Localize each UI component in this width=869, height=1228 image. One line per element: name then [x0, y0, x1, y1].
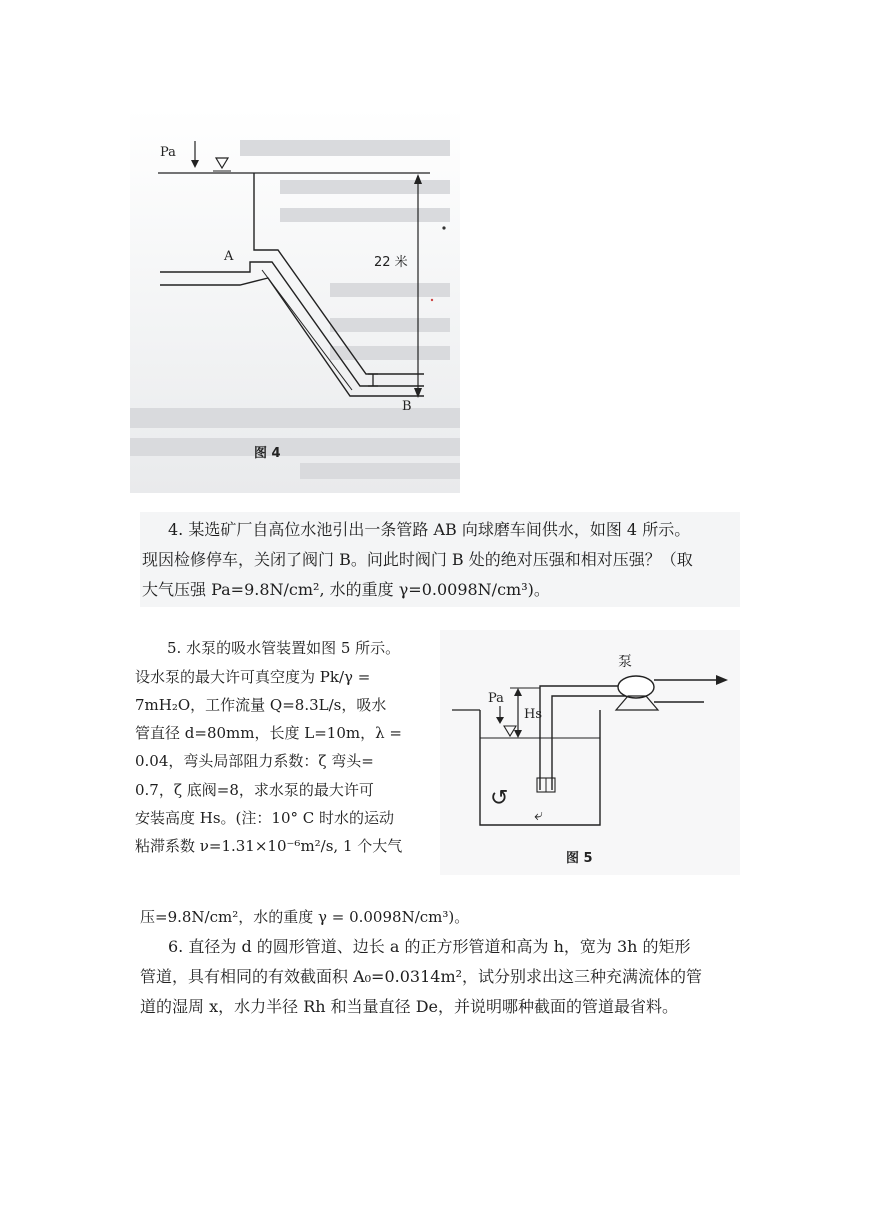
problem-4-line-1: 4. 某选矿厂自高位水池引出一条管路 AB 向球磨车间供水，如图 4 所示。: [168, 520, 691, 539]
problem-5: [133, 630, 438, 868]
figure-5: [440, 630, 740, 875]
figure-4: [130, 108, 460, 493]
figure-5-diagram: [440, 630, 740, 875]
pa-label: Pa: [160, 145, 176, 160]
problem-6-line-1: 6. 直径为 d 的圆形管道、边长 a 的正方形管道和高为 h，宽为 3h 的矩形: [168, 937, 691, 956]
pump-label: 泵: [618, 654, 632, 670]
problem-6-line-2: 管道，具有相同的有效截面积 A₀=0.0314m²，试分别求出这三种充满流体的管: [140, 967, 703, 986]
problem-5-line-6: 0.7，ζ 底阀=8，求水泵的最大许可: [135, 781, 374, 799]
problem-4: [140, 512, 740, 607]
problem-4-line-3: 大气压强 Pa=9.8N/cm², 水的重度 γ=0.0098N/cm³)。: [142, 580, 550, 599]
problem-5-line-7: 安装高度 Hs。(注：10° C 时水的运动: [135, 809, 395, 827]
problem-5-line-2: 设水泵的最大许可真空度为 Pk/γ =: [135, 668, 371, 686]
figure-4-diagram: [130, 108, 460, 493]
problem-5-line-5: 0.04，弯头局部阻力系数：ζ 弯头=: [135, 752, 374, 770]
figure-4-caption: 图 4: [254, 446, 281, 461]
point-b-label: B: [402, 399, 412, 414]
problem-5-continuation: 压=9.8N/cm²，水的重度 γ = 0.0098N/cm³)。: [140, 908, 470, 926]
problem-5-line-8: 粘滞系数 ν=1.31×10⁻⁶m²/s, 1 个大气: [135, 837, 403, 855]
point-a-label: A: [224, 249, 234, 264]
svg-text:⤶: ⤶: [534, 805, 543, 824]
problem-5-line-3: 7mH₂O，工作流量 Q=8.3L/s，吸水: [135, 696, 387, 714]
height-label: 22 米: [374, 255, 408, 270]
problem-6-section: [140, 905, 740, 1019]
problem-5-line-4: 管直径 d=80mm，长度 L=10m，λ =: [135, 724, 402, 742]
svg-text:↺: ↺: [490, 786, 509, 811]
hs-label: Hs: [524, 707, 543, 722]
pa-label-5: Pa: [488, 691, 504, 706]
problem-6-line-3: 道的湿周 x，水力半径 Rh 和当量直径 De，并说明哪种截面的管道最省料。: [140, 997, 679, 1016]
problem-5-line-1: 5. 水泵的吸水管装置如图 5 所示。: [167, 639, 401, 657]
figure-5-caption: 图 5: [566, 851, 593, 866]
problem-4-line-2: 现因检修停车，关闭了阀门 B。问此时阀门 B 处的绝对压强和相对压强？（取: [142, 550, 693, 569]
